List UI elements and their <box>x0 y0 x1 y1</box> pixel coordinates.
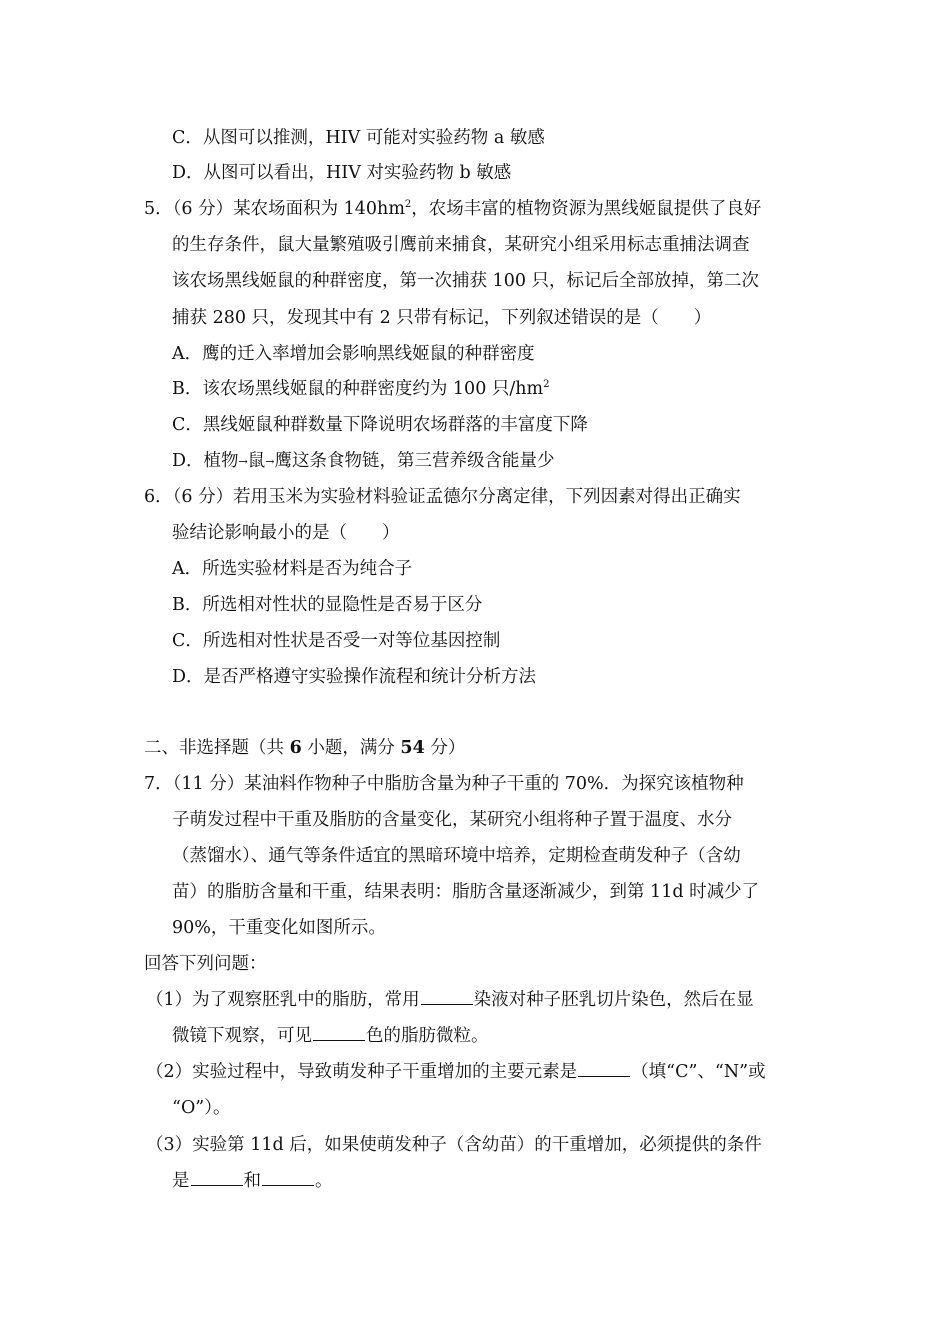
answer-blank[interactable] <box>578 1061 630 1077</box>
section-heading-text: 小题，满分 <box>301 738 401 758</box>
q7-subquestion-2-line-1 <box>146 1060 766 1084</box>
section-heading-text: 二、非选择题（共 <box>144 738 290 758</box>
q5-stem-line-4: 捕获 280 只，发现其中有 2 只带有标记，下列叙述错误的是（ ） <box>172 308 712 328</box>
right-arrow-icon: → <box>238 455 248 468</box>
section-total-score: 54 <box>400 738 425 758</box>
q5-stem-line-1 <box>144 197 761 221</box>
q5-text: ，农场丰富的植物资源为黑线姬鼠提供了良好 <box>411 199 762 219</box>
answer-blank[interactable] <box>313 1025 365 1041</box>
q7-s3-text: 和 <box>243 1171 261 1191</box>
q7-subquestion-3-line-2 <box>172 1169 333 1193</box>
q7-subquestion-1-line-2 <box>172 1024 489 1048</box>
q6-number: 6． <box>144 487 173 507</box>
q5-superscript: 2 <box>404 199 412 210</box>
q7-stem-line-2: 子萌发过程中干重及脂肪的含量变化，某研究小组将种子置于温度、水分 <box>172 810 732 830</box>
q5-option-b <box>172 377 550 401</box>
q6-stem-line-2: 验结论影响最小的是（ ） <box>172 523 400 543</box>
q7-s1-text: （1）为了观察胚乳中的脂肪，常用 <box>146 990 420 1010</box>
q4-option-d: D．从图可以看出，HIV 对实验药物 b 敏感 <box>172 163 512 183</box>
section-heading <box>144 736 465 760</box>
q5-option-b-text: B．该农场黑线姬鼠的种群密度约为 100 只/hm <box>172 379 544 399</box>
q7-stem-line-5: 90%，干重变化如图所示。 <box>172 918 386 938</box>
q7-stem-line-3: （蒸馏水）、通气等条件适宜的黑暗环境中培养，定期检查萌发种子（含幼 <box>172 846 741 866</box>
q7-subquestion-3-line-1: （3）实验第 11d 后，如果使萌发种子（含幼苗）的干重增加，必须提供的条件 <box>146 1135 762 1155</box>
q7-prompt: 回答下列问题： <box>144 954 267 974</box>
q7-stem-line-1 <box>144 772 744 796</box>
q5-option-d <box>172 449 554 474</box>
q5-number: 5． <box>144 199 173 219</box>
q4-option-c: C．从图可以推测，HIV 可能对实验药物 a 敏感 <box>172 128 545 148</box>
q5-option-d-text: 鼠 <box>247 451 266 471</box>
q7-subquestion-1-line-1 <box>146 988 754 1012</box>
section-question-count: 6 <box>289 738 302 758</box>
right-arrow-icon: → <box>265 455 275 468</box>
q7-s1-text: 微镜下观察，可见 <box>172 1026 312 1046</box>
q5-option-b-superscript: 2 <box>543 379 550 390</box>
q5-text: （6 分）某农场面积为 140hm <box>172 199 405 219</box>
q7-s2-text: （填“C”、“N”或 <box>631 1062 766 1082</box>
q6-stem-line-1 <box>144 485 741 509</box>
section-heading-text: 分） <box>424 738 466 758</box>
q6-option-a: A．所选实验材料是否为纯合子 <box>172 559 413 579</box>
q6-option-c: C．所选相对性状是否受一对等位基因控制 <box>172 631 501 651</box>
q5-option-c: C．黑线姬鼠种群数量下降说明农场群落的丰富度下降 <box>172 415 588 435</box>
q6-option-b: B．所选相对性状的显隐性是否易于区分 <box>172 595 483 615</box>
q7-s1-text: 染液对种子胚乳切片染色，然后在显 <box>473 990 754 1010</box>
q7-s3-text: 。 <box>315 1171 333 1191</box>
answer-blank[interactable] <box>262 1170 314 1186</box>
q7-s2-text: （2）实验过程中，导致萌发种子干重增加的主要元素是 <box>146 1062 578 1082</box>
q6-text: （6 分）若用玉米为实验材料验证孟德尔分离定律，下列因素对得出正确实 <box>172 487 741 507</box>
q7-s3-text: 是 <box>172 1171 190 1191</box>
q5-option-d-text: D．植物 <box>172 451 239 471</box>
q7-text: （11 分）某油料作物种子中脂肪含量为种子干重的 70%．为探究该植物种 <box>172 774 744 794</box>
q5-stem-line-3: 该农场黑线姬鼠的种群密度，第一次捕获 100 只，标记后全部放掉，第二次 <box>172 271 760 291</box>
q6-option-d: D．是否严格遵守实验操作流程和统计分析方法 <box>172 667 537 687</box>
q7-number: 7． <box>144 774 173 794</box>
q5-option-a: A．鹰的迁入率增加会影响黑线姬鼠的种群密度 <box>172 344 535 364</box>
answer-blank[interactable] <box>421 989 473 1005</box>
q7-s1-text: 色的脂肪微粒。 <box>366 1026 489 1046</box>
q7-subquestion-2-line-2: “O”）。 <box>172 1098 231 1118</box>
q7-stem-line-4: 苗）的脂肪含量和干重，结果表明：脂肪含量逐渐减少，到第 11d 时减少了 <box>172 882 760 902</box>
q5-option-d-text: 鹰这条食物链，第三营养级含能量少 <box>274 451 555 471</box>
q5-stem-line-2: 的生存条件，鼠大量繁殖吸引鹰前来捕食，某研究小组采用标志重捕法调查 <box>172 235 750 255</box>
answer-blank[interactable] <box>191 1170 243 1186</box>
